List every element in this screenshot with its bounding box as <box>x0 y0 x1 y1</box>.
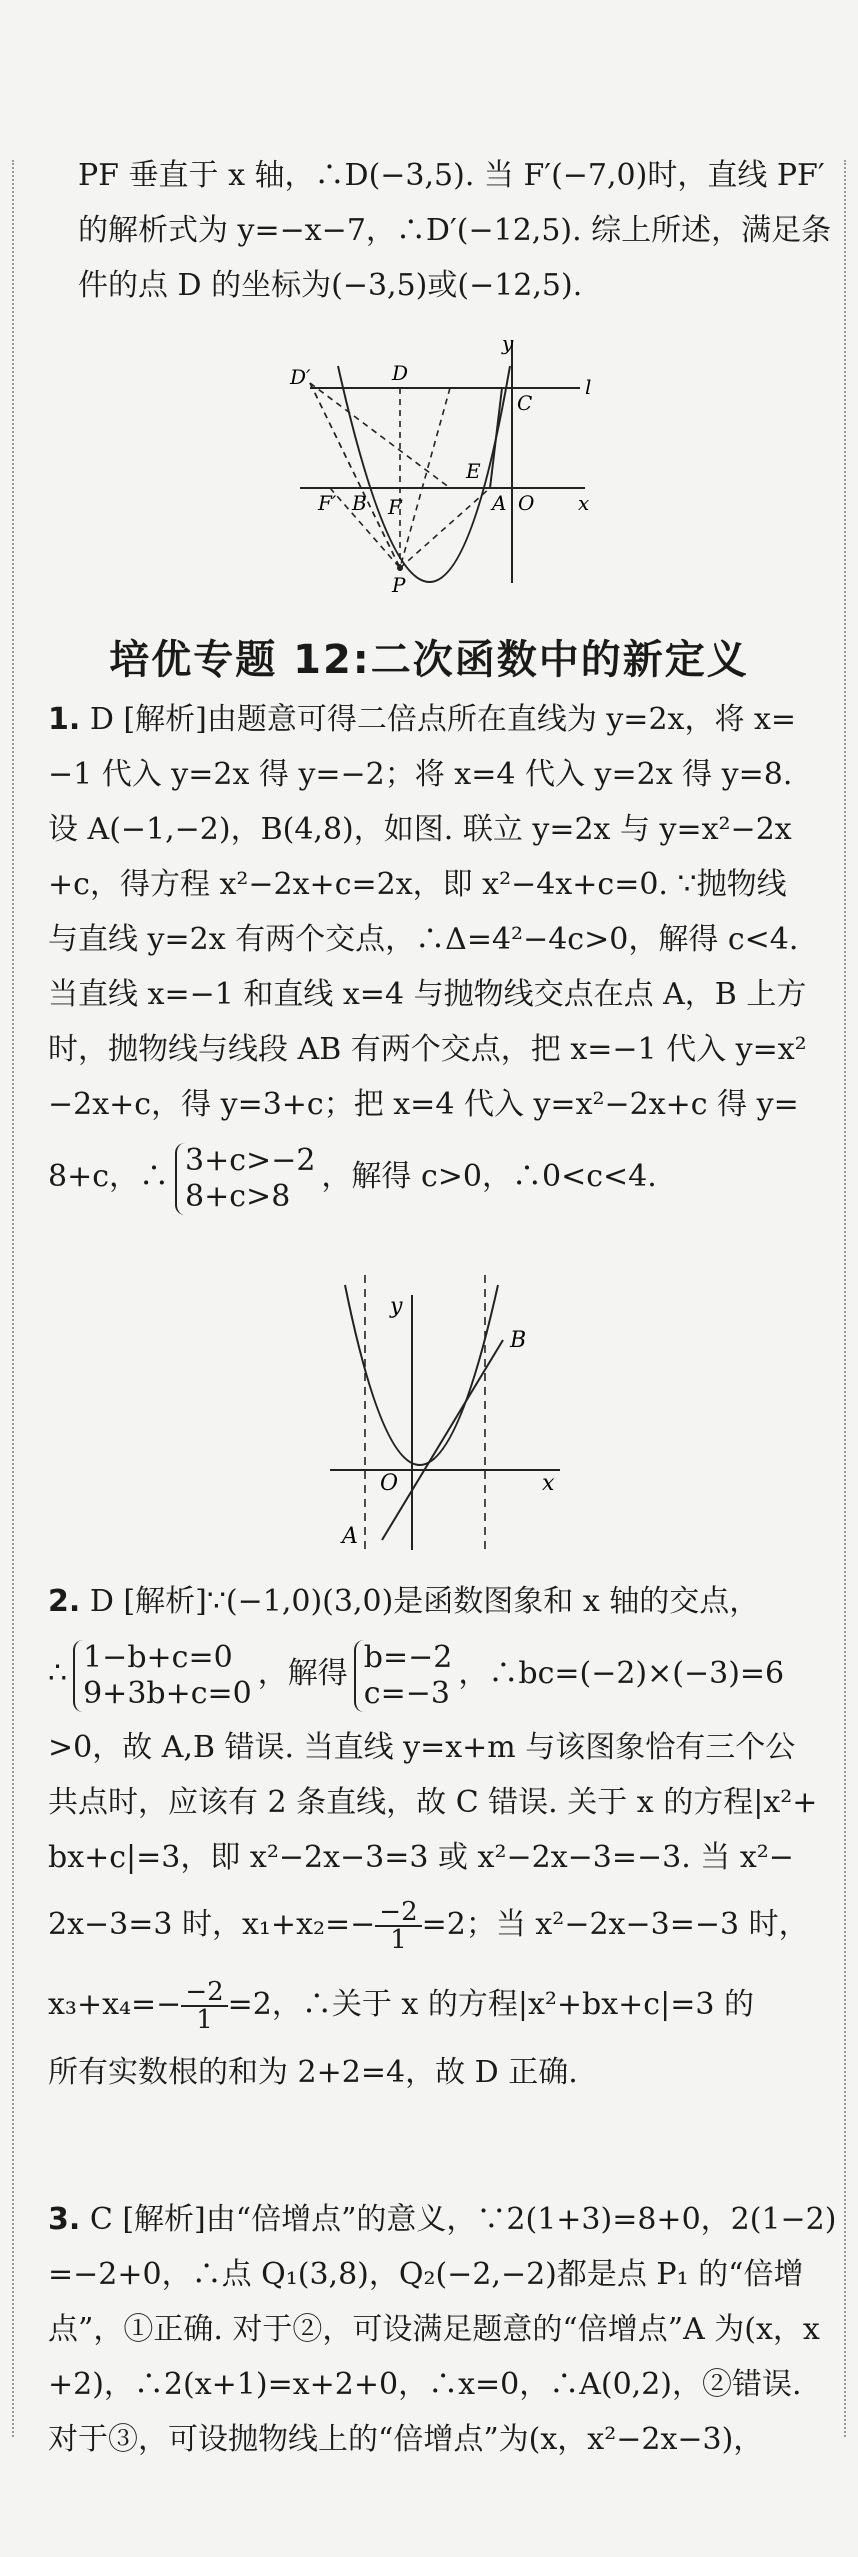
label-d-prime: D′ <box>290 365 311 389</box>
q2-system-a-eq1: 1−b+c=0 <box>83 1640 233 1675</box>
label-d: D <box>392 361 409 385</box>
q2-number: 2. <box>48 1584 81 1619</box>
intro-line: 件的点 D 的坐标为(−3,5)或(−12,5). <box>78 268 583 303</box>
label-a-2: A <box>342 1524 358 1549</box>
label-o: O <box>518 491 535 515</box>
q2-line <box>48 1574 808 1629</box>
label-o-2: O <box>380 1471 399 1496</box>
q1-system-eq1: 3+c>−2 <box>185 1143 316 1178</box>
q3-line: +2)，∴2(x+1)=x+2+0，∴x=0，∴A(0,2)，②错误. <box>48 2367 802 2402</box>
q2-line: bx+c|=3，即 x²−2x−3=3 或 x²−2x−3=−3. 当 x²− <box>48 1840 794 1875</box>
q1-line <box>48 692 808 747</box>
intro-line: PF 垂直于 x 轴，∴D(−3,5). 当 F′(−7,0)时，直线 PF′ <box>78 158 825 193</box>
q2-therefore: ∴ <box>48 1656 68 1691</box>
segment-ca <box>490 388 502 488</box>
intro-line: 的解析式为 y=−x−7，∴D′(−12,5). 综上所述，满足条 <box>78 213 832 248</box>
q1-line: 时，抛物线与线段 AB 有两个交点，把 x=−1 代入 y=x² <box>48 1032 807 1067</box>
q2-system-a <box>73 1630 252 1720</box>
parabola-2 <box>345 1285 498 1465</box>
q3-line <box>48 2192 837 2247</box>
q1-line: 与直线 y=2x 有两个交点，∴Δ=4²−4c>0，解得 c<4. <box>48 922 799 957</box>
q2-line <box>48 1885 808 1965</box>
q2-post: ，∴bc=(−2)×(−3)=6 <box>458 1656 785 1691</box>
q1-number: 1. <box>48 702 81 737</box>
q1-line <box>48 1132 808 1223</box>
q1-line: 当直线 x=−1 和直线 x=4 与抛物线交点在点 A，B 上方 <box>48 977 807 1012</box>
fraction <box>375 1899 421 1953</box>
q1-system <box>175 1133 315 1223</box>
q3-line: 点”，①正确. 对于②，可设满足题意的“倍增点”A 为(x，x <box>48 2312 820 2347</box>
label-b: B <box>352 491 367 515</box>
q2-mid: ，解得 <box>257 1656 348 1691</box>
q2-line: 所有实数根的和为 2+2=4，故 D 正确. <box>48 2055 578 2090</box>
label-l: l <box>585 375 592 399</box>
figure-1-parabola-diagram <box>280 328 600 598</box>
q3-line-text: C [解析]由“倍增点”的意义，∵2(1+3)=8+0，2(1−2) <box>89 2202 837 2237</box>
label-f: F <box>388 495 402 519</box>
q3-line: 对于③，可设抛物线上的“倍增点”为(x，x²−2x−3)， <box>48 2422 764 2457</box>
label-c: C <box>517 391 533 415</box>
q1-line: −1 代入 y=2x 得 y=−2；将 x=4 代入 y=2x 得 y=8. <box>48 757 793 792</box>
label-x-2: x <box>542 1471 555 1496</box>
label-b-2: B <box>510 1328 527 1353</box>
label-x: x <box>578 491 590 515</box>
q3-line: =−2+0，∴点 Q₁(3,8)，Q₂(−2,−2)都是点 P₁ 的“倍增 <box>48 2257 804 2292</box>
q2-system-b-eq1: b=−2 <box>363 1640 453 1675</box>
fraction-denominator: 1 <box>196 2005 213 2035</box>
line-ab <box>382 1340 503 1540</box>
fraction-denominator: 1 <box>390 1925 407 1955</box>
label-e: E <box>466 459 481 483</box>
q2-line <box>48 1629 808 1720</box>
question-1 <box>48 692 808 1223</box>
label-y: y <box>502 331 514 355</box>
left-dotted-margin <box>12 160 14 2437</box>
fraction <box>181 1979 227 2033</box>
q2-line7-pre: x₃+x₄=− <box>48 1987 182 2022</box>
figure-2-parabola-diagram <box>320 1265 570 1555</box>
q1-line9-post: ，解得 c>0，∴0<c<4. <box>321 1159 657 1194</box>
q2-line <box>48 1965 808 2045</box>
q2-line6-post: =2；当 x²−2x−3=−3 时， <box>421 1907 809 1942</box>
question-3 <box>48 2192 837 2467</box>
fraction-numerator: −2 <box>375 1899 421 1927</box>
right-dotted-margin <box>844 160 846 2437</box>
label-a: A <box>492 491 507 515</box>
q3-number: 3. <box>48 2202 81 2237</box>
label-f-prime: F′ <box>318 491 337 515</box>
q2-line6-pre: 2x−3=3 时，x₁+x₂=− <box>48 1907 376 1942</box>
q2-line7-post: =2，∴关于 x 的方程|x²+bx+c|=3 的 <box>227 1987 754 2022</box>
q1-line: −2x+c，得 y=3+c；把 x=4 代入 y=x²−2x+c 得 y= <box>48 1087 799 1122</box>
q2-system-b <box>354 1630 453 1720</box>
intro-paragraph <box>78 148 832 313</box>
question-2 <box>48 1574 818 2100</box>
section-title: 培优专题 12:二次函数中的新定义 <box>109 637 749 683</box>
fraction-numerator: −2 <box>181 1979 227 2007</box>
q2-line: 共点时，应该有 2 条直线，故 C 错误. 关于 x 的方程|x²+ <box>48 1785 818 1820</box>
q2-line: >0，故 A,B 错误. 当直线 y=x+m 与该图象恰有三个公 <box>48 1730 796 1765</box>
parabola <box>338 366 510 582</box>
q1-line9-pre: 8+c，∴ <box>48 1159 170 1194</box>
q1-system-eq2: 8+c>8 <box>185 1179 291 1214</box>
q2-line-text: D [解析]∵(−1,0)(3,0)是函数图象和 x 轴的交点， <box>89 1584 760 1619</box>
q2-system-b-eq2: c=−3 <box>363 1676 450 1711</box>
q1-line: +c，得方程 x²−2x+c=2x，即 x²−4x+c=0. ∵抛物线 <box>48 867 787 902</box>
q1-line-text: D [解析]由题意可得二倍点所在直线为 y=2x，将 x= <box>89 702 797 737</box>
label-y-2: y <box>390 1294 403 1319</box>
q2-system-a-eq2: 9+3b+c=0 <box>83 1676 252 1711</box>
q1-line: 设 A(−1,−2)，B(4,8)，如图. 联立 y=2x 与 y=x²−2x <box>48 812 792 847</box>
label-p: P <box>392 573 406 597</box>
